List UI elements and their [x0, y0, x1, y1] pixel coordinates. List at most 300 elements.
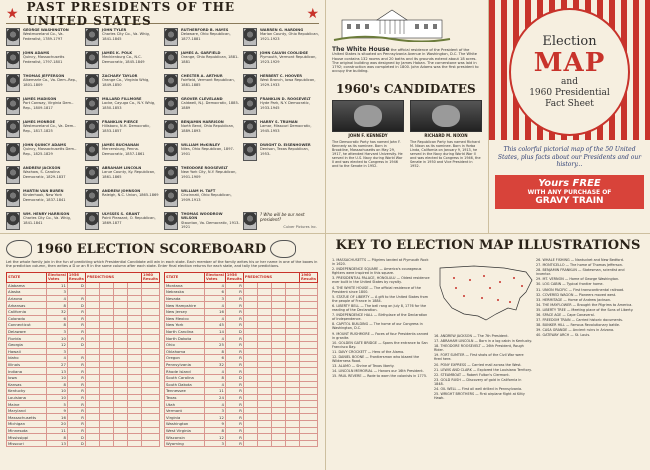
prediction-cell[interactable]: [257, 302, 271, 309]
prediction-cell[interactable]: [127, 427, 141, 434]
prediction-cell[interactable]: [99, 289, 113, 296]
prediction-cell[interactable]: [99, 381, 113, 388]
prediction-cell[interactable]: [127, 421, 141, 428]
prediction-cell[interactable]: [257, 434, 271, 441]
prediction-cell[interactable]: [243, 328, 257, 335]
result-1960-cell[interactable]: [300, 341, 318, 348]
result-1960-cell[interactable]: [300, 407, 318, 414]
result-1960-cell[interactable]: [142, 368, 160, 375]
prediction-cell[interactable]: [271, 368, 285, 375]
prediction-cell[interactable]: [99, 308, 113, 315]
result-1960-cell[interactable]: [300, 427, 318, 434]
prediction-cell[interactable]: [127, 302, 141, 309]
result-1960-cell[interactable]: [142, 328, 160, 335]
prediction-cell[interactable]: [243, 427, 257, 434]
prediction-cell[interactable]: [127, 368, 141, 375]
prediction-cell[interactable]: [113, 401, 127, 408]
result-1960-cell[interactable]: [300, 421, 318, 428]
president-info: Mecklenburg Co., N.C. Democratic, 1845-1849: [102, 55, 145, 64]
prediction-cell[interactable]: [113, 440, 127, 447]
result-1960-cell[interactable]: [142, 308, 160, 315]
prediction-cell[interactable]: [113, 328, 127, 335]
prediction-cell[interactable]: [271, 401, 285, 408]
prediction-cell[interactable]: [113, 302, 127, 309]
result-1960-cell[interactable]: [300, 414, 318, 421]
result-1960-cell[interactable]: [142, 374, 160, 381]
prediction-cell[interactable]: [285, 282, 299, 289]
prediction-cell[interactable]: [85, 341, 99, 348]
result-1960-cell[interactable]: [300, 302, 318, 309]
prediction-cell[interactable]: [99, 302, 113, 309]
prediction-cell[interactable]: [243, 381, 257, 388]
electoral-votes: 11: [205, 388, 226, 395]
prediction-cell[interactable]: [85, 407, 99, 414]
prediction-cell[interactable]: [257, 315, 271, 322]
prediction-cell[interactable]: [285, 368, 299, 375]
prediction-cell[interactable]: [285, 427, 299, 434]
prediction-cell[interactable]: [243, 302, 257, 309]
prediction-cell[interactable]: [243, 407, 257, 414]
president-text: [102, 120, 161, 133]
prediction-cell[interactable]: [285, 407, 299, 414]
prediction-cell[interactable]: [127, 381, 141, 388]
prediction-cell[interactable]: [85, 295, 99, 302]
prediction-cell[interactable]: [285, 289, 299, 296]
prediction-cell[interactable]: [99, 328, 113, 335]
prediction-cell[interactable]: [271, 355, 285, 362]
prediction-cell[interactable]: [85, 348, 99, 355]
prediction-cell[interactable]: [243, 308, 257, 315]
state-name: New York: [165, 322, 205, 329]
prediction-cell[interactable]: [271, 315, 285, 322]
president-entry: [6, 51, 82, 73]
result-1960-cell[interactable]: [142, 355, 160, 362]
prediction-cell[interactable]: [243, 295, 257, 302]
prediction-cell[interactable]: [243, 374, 257, 381]
prediction-cell[interactable]: [85, 381, 99, 388]
prediction-cell[interactable]: [85, 434, 99, 441]
prediction-cell[interactable]: [257, 328, 271, 335]
prediction-cell[interactable]: [85, 308, 99, 315]
prediction-cell[interactable]: [271, 421, 285, 428]
result-1960-cell[interactable]: [142, 282, 160, 289]
result-1960-cell[interactable]: [142, 401, 160, 408]
prediction-cell[interactable]: [243, 322, 257, 329]
result-1960-cell[interactable]: [142, 388, 160, 395]
prediction-cell[interactable]: [271, 427, 285, 434]
prediction-cell[interactable]: [285, 295, 299, 302]
prediction-cell[interactable]: [285, 440, 299, 447]
prediction-cell[interactable]: [127, 348, 141, 355]
prediction-cell[interactable]: [85, 335, 99, 342]
prediction-cell[interactable]: [99, 368, 113, 375]
prediction-cell[interactable]: [257, 440, 271, 447]
prediction-cell[interactable]: [85, 355, 99, 362]
prediction-cell[interactable]: [99, 388, 113, 395]
result-1960-cell[interactable]: [300, 348, 318, 355]
prediction-cell[interactable]: [257, 341, 271, 348]
prediction-cell[interactable]: [243, 348, 257, 355]
prediction-cell[interactable]: [271, 348, 285, 355]
prediction-cell[interactable]: [127, 282, 141, 289]
prediction-cell[interactable]: [113, 289, 127, 296]
result-1960-cell[interactable]: [142, 289, 160, 296]
result-1960-cell[interactable]: [142, 381, 160, 388]
prediction-cell[interactable]: [243, 282, 257, 289]
prediction-cell[interactable]: [271, 322, 285, 329]
prediction-cell[interactable]: [285, 401, 299, 408]
prediction-cell[interactable]: [113, 394, 127, 401]
president-entry: [6, 166, 82, 188]
prediction-cell[interactable]: [99, 434, 113, 441]
prediction-cell[interactable]: [243, 401, 257, 408]
prediction-cell[interactable]: [257, 394, 271, 401]
prediction-cell[interactable]: [113, 427, 127, 434]
prediction-cell[interactable]: [243, 388, 257, 395]
prediction-cell[interactable]: [99, 322, 113, 329]
result-1960-cell[interactable]: [300, 355, 318, 362]
result-1960-cell[interactable]: [300, 328, 318, 335]
prediction-cell[interactable]: [257, 282, 271, 289]
candidate-photo: [332, 100, 404, 132]
prediction-cell[interactable]: [285, 322, 299, 329]
prediction-cell[interactable]: [127, 289, 141, 296]
prediction-cell[interactable]: [257, 295, 271, 302]
state-name: Georgia: [7, 341, 47, 348]
prediction-cell[interactable]: [271, 407, 285, 414]
result-1960-cell[interactable]: [142, 421, 160, 428]
prediction-cell[interactable]: [271, 388, 285, 395]
result-1960-cell[interactable]: [300, 322, 318, 329]
prediction-cell[interactable]: [99, 355, 113, 362]
president-entry: [164, 143, 240, 165]
president-portrait: [243, 143, 257, 161]
result-1960-cell[interactable]: [142, 302, 160, 309]
prediction-cell[interactable]: [85, 427, 99, 434]
prediction-cell[interactable]: [127, 341, 141, 348]
prediction-cell[interactable]: [127, 440, 141, 447]
prediction-cell[interactable]: [127, 407, 141, 414]
prediction-cell[interactable]: [285, 308, 299, 315]
prediction-cell[interactable]: [113, 322, 127, 329]
map-key-item: 36. SPACE AGE — Cape Canaveral.: [536, 313, 595, 318]
result-1960-cell[interactable]: [300, 440, 318, 447]
result-1960-cell[interactable]: [300, 401, 318, 408]
president-text: [181, 143, 240, 156]
prediction-cell[interactable]: [271, 361, 285, 368]
prediction-cell[interactable]: [285, 388, 299, 395]
prediction-cell[interactable]: [285, 381, 299, 388]
result-1960-cell[interactable]: [300, 361, 318, 368]
president-entry: [164, 28, 240, 50]
prediction-cell[interactable]: [271, 374, 285, 381]
prediction-cell[interactable]: [271, 308, 285, 315]
prediction-cell[interactable]: [99, 348, 113, 355]
president-portrait: [164, 28, 178, 46]
table-row: [165, 414, 318, 421]
electoral-votes: 9: [205, 421, 226, 428]
map-key-item: 6. LIBERTY BELL — The bell rang on July 8, 1776 for the reading of the Declaration.: [332, 303, 427, 313]
prediction-cell[interactable]: [99, 440, 113, 447]
table-row: [165, 335, 318, 342]
prediction-cell[interactable]: [257, 322, 271, 329]
prediction-cell[interactable]: [271, 394, 285, 401]
president-text: [102, 74, 161, 87]
prediction-cell[interactable]: [127, 414, 141, 421]
prediction-cell[interactable]: [113, 315, 127, 322]
prediction-cell[interactable]: [243, 394, 257, 401]
prediction-cell[interactable]: [85, 394, 99, 401]
prediction-cell[interactable]: [99, 341, 113, 348]
prediction-cell[interactable]: [127, 322, 141, 329]
prediction-cell[interactable]: [99, 374, 113, 381]
result-1960-cell[interactable]: [142, 341, 160, 348]
prediction-cell[interactable]: [243, 361, 257, 368]
prediction-cell[interactable]: [285, 335, 299, 342]
result-1960-cell[interactable]: [300, 282, 318, 289]
table-row: [7, 322, 160, 329]
result-1960-cell[interactable]: [142, 407, 160, 414]
prediction-cell[interactable]: [257, 355, 271, 362]
prediction-cell[interactable]: [85, 401, 99, 408]
prediction-cell[interactable]: [99, 394, 113, 401]
prediction-cell[interactable]: [271, 414, 285, 421]
president-text: [23, 28, 82, 41]
state-name: Ohio: [165, 341, 205, 348]
prediction-cell[interactable]: [257, 335, 271, 342]
prediction-cell[interactable]: [113, 361, 127, 368]
result-1960-cell[interactable]: [300, 368, 318, 375]
prediction-cell[interactable]: [127, 388, 141, 395]
prediction-cell[interactable]: [99, 361, 113, 368]
prediction-cell[interactable]: [257, 381, 271, 388]
prediction-cell[interactable]: [243, 368, 257, 375]
result-1956: D: [67, 440, 85, 447]
prediction-cell[interactable]: [113, 348, 127, 355]
prediction-cell[interactable]: [257, 308, 271, 315]
prediction-cell[interactable]: [99, 315, 113, 322]
prediction-cell[interactable]: [99, 401, 113, 408]
candidate-bio: The Democratic Party has named John F. Kennedy as its nominee. Born in Brookline, Massachusetts on May 29, 1917, he attended Harvard University. He served in the U.S. Navy during World War II and was elected to Congress in 1946 and to the Senate in 1952.: [332, 139, 403, 168]
prediction-cell[interactable]: [285, 302, 299, 309]
prediction-cell[interactable]: [257, 421, 271, 428]
prediction-cell[interactable]: [285, 355, 299, 362]
prediction-cell[interactable]: [271, 302, 285, 309]
result-1960-cell[interactable]: [142, 440, 160, 447]
prediction-cell[interactable]: [85, 414, 99, 421]
prediction-cell[interactable]: [271, 341, 285, 348]
result-1956: R: [67, 414, 85, 421]
prediction-cell[interactable]: [85, 421, 99, 428]
prediction-cell[interactable]: [243, 440, 257, 447]
prediction-cell[interactable]: [285, 361, 299, 368]
result-1960-cell[interactable]: [142, 322, 160, 329]
prediction-cell[interactable]: [285, 315, 299, 322]
prediction-cell[interactable]: [85, 315, 99, 322]
prediction-cell[interactable]: [127, 355, 141, 362]
state-name: New Mexico: [165, 315, 205, 322]
prediction-cell[interactable]: [127, 308, 141, 315]
prediction-cell[interactable]: [257, 407, 271, 414]
prediction-cell[interactable]: [271, 440, 285, 447]
result-1960-cell[interactable]: [300, 388, 318, 395]
prediction-cell[interactable]: [257, 374, 271, 381]
prediction-cell[interactable]: [271, 434, 285, 441]
prediction-cell[interactable]: [285, 414, 299, 421]
result-1960-cell[interactable]: [300, 289, 318, 296]
prediction-cell[interactable]: [99, 335, 113, 342]
prediction-cell[interactable]: [285, 434, 299, 441]
president-info: Lamar, Missouri Democratic, 1945-1953: [260, 124, 312, 133]
president-text: [23, 212, 82, 225]
prediction-cell[interactable]: [113, 414, 127, 421]
prediction-cell[interactable]: [113, 381, 127, 388]
prediction-cell[interactable]: [85, 289, 99, 296]
prediction-cell[interactable]: [113, 407, 127, 414]
prediction-cell[interactable]: [285, 421, 299, 428]
result-1960-cell[interactable]: [300, 374, 318, 381]
prediction-cell[interactable]: [243, 414, 257, 421]
prediction-cell[interactable]: [285, 348, 299, 355]
president-info: Charles City Co., Va. Whig, 1841-1841: [23, 216, 71, 225]
prediction-cell[interactable]: [85, 374, 99, 381]
prediction-cell[interactable]: [257, 427, 271, 434]
result-1960-cell[interactable]: [300, 315, 318, 322]
prediction-cell[interactable]: [113, 308, 127, 315]
result-1960-cell[interactable]: [142, 348, 160, 355]
result-1960-cell[interactable]: [300, 335, 318, 342]
white-house-panel: [326, 0, 488, 233]
prediction-cell[interactable]: [113, 421, 127, 428]
president-portrait: [164, 143, 178, 161]
prediction-cell[interactable]: [127, 394, 141, 401]
result-1960-cell[interactable]: [142, 361, 160, 368]
prediction-cell[interactable]: [99, 295, 113, 302]
prediction-cell[interactable]: [285, 374, 299, 381]
prediction-cell[interactable]: [85, 440, 99, 447]
prediction-cell[interactable]: [257, 414, 271, 421]
table-row: [7, 355, 160, 362]
result-1960-cell[interactable]: [300, 308, 318, 315]
prediction-cell[interactable]: [85, 328, 99, 335]
result-1956: R: [67, 315, 85, 322]
prediction-cell[interactable]: [127, 434, 141, 441]
prediction-cell[interactable]: [243, 335, 257, 342]
prediction-cell[interactable]: [257, 368, 271, 375]
prediction-cell[interactable]: [127, 328, 141, 335]
prediction-cell[interactable]: [85, 361, 99, 368]
prediction-cell[interactable]: [257, 361, 271, 368]
result-1960-cell[interactable]: [142, 414, 160, 421]
prediction-cell[interactable]: [285, 328, 299, 335]
president-name: JOHN ADAMS: [23, 51, 50, 55]
prediction-cell[interactable]: [99, 407, 113, 414]
prediction-cell[interactable]: [243, 355, 257, 362]
prediction-cell[interactable]: [243, 421, 257, 428]
prediction-cell[interactable]: [127, 295, 141, 302]
result-1960-cell[interactable]: [142, 315, 160, 322]
scoreboard-tables: [6, 272, 319, 448]
result-1960-cell[interactable]: [142, 427, 160, 434]
prediction-cell[interactable]: [243, 434, 257, 441]
prediction-cell[interactable]: [99, 282, 113, 289]
prediction-cell[interactable]: [85, 368, 99, 375]
prediction-cell[interactable]: [285, 394, 299, 401]
prediction-cell[interactable]: [99, 427, 113, 434]
prediction-cell[interactable]: [113, 335, 127, 342]
prediction-cell[interactable]: [127, 401, 141, 408]
prediction-cell[interactable]: [271, 295, 285, 302]
prediction-cell[interactable]: [271, 328, 285, 335]
prediction-cell[interactable]: [113, 282, 127, 289]
prediction-cell[interactable]: [99, 414, 113, 421]
prediction-cell[interactable]: [243, 341, 257, 348]
prediction-cell[interactable]: [127, 361, 141, 368]
result-1960-cell[interactable]: [300, 434, 318, 441]
prediction-cell[interactable]: [257, 289, 271, 296]
prediction-cell[interactable]: [271, 282, 285, 289]
president-text: [260, 120, 319, 133]
next-president-cell: [243, 212, 319, 234]
result-1960-cell[interactable]: [142, 434, 160, 441]
result-1960-cell[interactable]: [300, 381, 318, 388]
prediction-cell[interactable]: [113, 341, 127, 348]
president-name: THEODORE ROOSEVELT: [181, 166, 228, 170]
state-name: Virginia: [165, 414, 205, 421]
prediction-cell[interactable]: [85, 388, 99, 395]
prediction-cell[interactable]: [127, 335, 141, 342]
candidate-bio: The Republican Party has named Richard M. Nixon as its nominee. Born in Yorba Linda, California on January 9, 1913, he served in the Navy during World War II and was elected to Congress in 1946, the Senate in 1950 and Vice President in 1952.: [410, 139, 481, 168]
prediction-cell[interactable]: [113, 374, 127, 381]
result-1960-cell[interactable]: [300, 295, 318, 302]
result-1960-cell[interactable]: [300, 394, 318, 401]
map-key-item: 24. OIL WELL — First oil well drilled in Pennsylvania.: [434, 387, 523, 392]
result-1960-cell[interactable]: [142, 295, 160, 302]
prediction-cell[interactable]: [113, 434, 127, 441]
prediction-cell[interactable]: [271, 335, 285, 342]
prediction-cell[interactable]: [271, 381, 285, 388]
prediction-cell[interactable]: [113, 355, 127, 362]
prediction-cell[interactable]: [243, 289, 257, 296]
prediction-cell[interactable]: [113, 295, 127, 302]
prediction-cell[interactable]: [257, 388, 271, 395]
prediction-cell[interactable]: [85, 322, 99, 329]
president-name: GROVER CLEVELAND: [181, 97, 223, 101]
prediction-cell[interactable]: [243, 315, 257, 322]
result-1960-cell[interactable]: [142, 394, 160, 401]
prediction-cell[interactable]: [271, 289, 285, 296]
map-key-item: 14. LINCOLN MEMORIAL — Honors our 16th President.: [332, 369, 424, 374]
prediction-cell[interactable]: [127, 315, 141, 322]
result-1960-cell[interactable]: [142, 335, 160, 342]
table-row: [165, 434, 318, 441]
prediction-cell[interactable]: [257, 401, 271, 408]
president-entry: [6, 189, 82, 211]
map-key-item: 27. MONTICELLO — The home of Thomas Jefferson.: [536, 263, 623, 268]
prediction-cell[interactable]: [99, 421, 113, 428]
prediction-cell[interactable]: [113, 388, 127, 395]
photo-credit: Culver Pictures Inc.: [283, 225, 317, 229]
prediction-cell[interactable]: [127, 374, 141, 381]
prediction-cell[interactable]: [113, 368, 127, 375]
electoral-votes: 8: [47, 381, 68, 388]
electoral-votes: 3: [47, 348, 68, 355]
prediction-cell[interactable]: [285, 341, 299, 348]
prediction-cell[interactable]: [257, 348, 271, 355]
result-1956: R: [67, 328, 85, 335]
prediction-cell[interactable]: [85, 302, 99, 309]
prediction-cell[interactable]: [85, 282, 99, 289]
